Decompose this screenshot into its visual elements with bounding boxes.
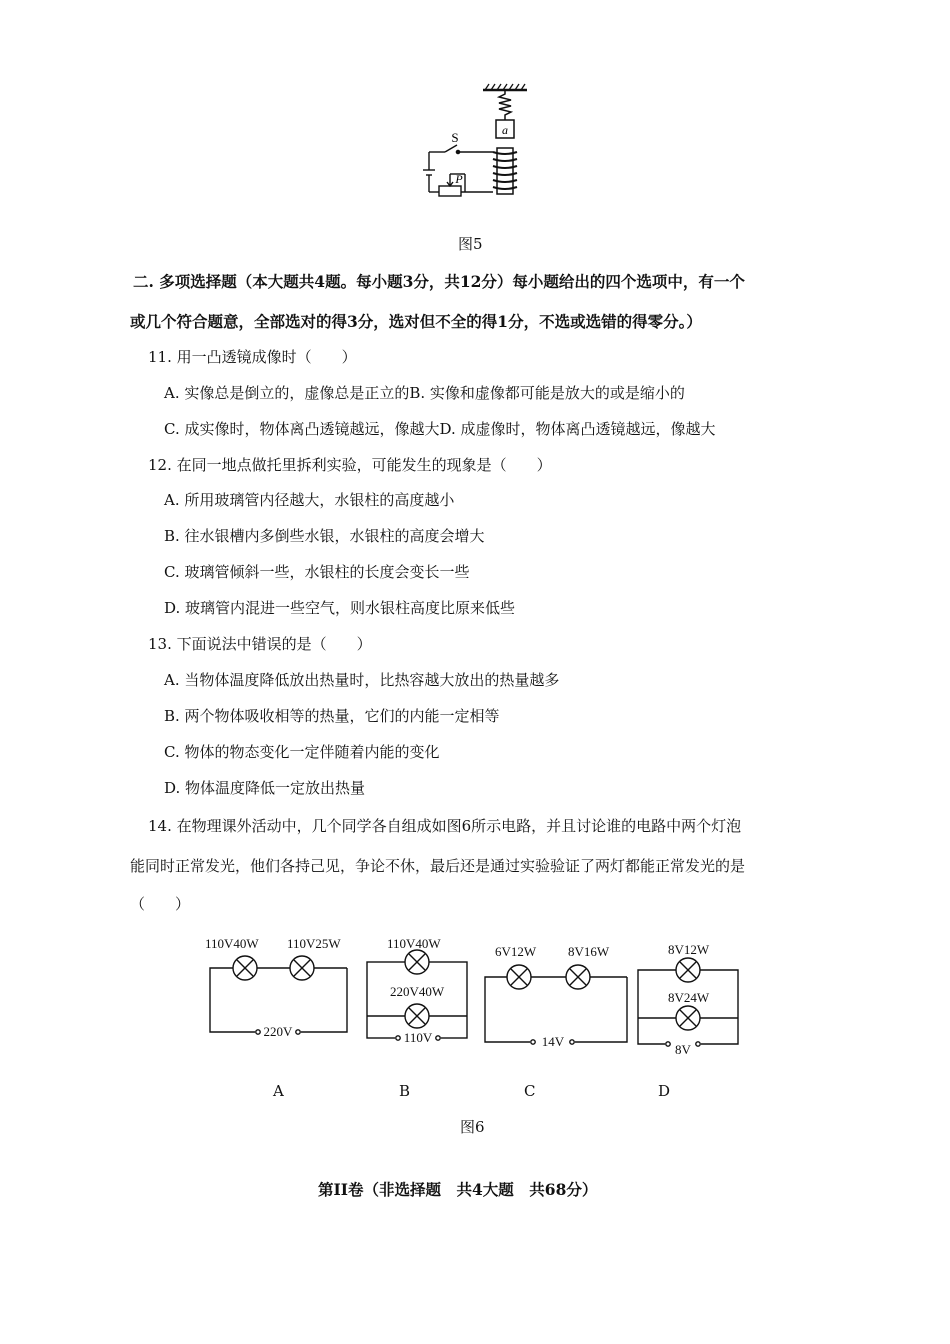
question-13-option-b: B. 两个物体吸收相等的热量，它们的内能一定相等 <box>164 707 500 725</box>
circuit-d-lamp-2-label: 8V24W <box>668 990 710 1005</box>
question-14-stem-line-2: 能同时正常发光，他们各持己见，争论不休，最后还是通过实验验证了两灯都能正常发光的是 <box>130 857 746 875</box>
figure-5-diagram <box>415 82 535 202</box>
circuit-c-letter: C <box>524 1082 536 1100</box>
circuit-a-lamp-2-label: 110V25W <box>287 936 341 951</box>
question-11-option-ab: A. 实像总是倒立的，虚像总是正立的B. 实像和虚像都可能是放大的或是缩小的 <box>164 384 685 402</box>
circuit-c-lamp-2-label: 8V16W <box>568 944 610 959</box>
circuit-a-letter: A <box>273 1082 284 1100</box>
figure-6-circuits <box>195 930 755 1055</box>
block-a-label: a <box>502 123 508 137</box>
question-11-stem: 11. 用一凸透镜成像时（ ） <box>148 348 357 366</box>
circuit-b-supply-label: 110V <box>403 1030 433 1045</box>
circuit-d-supply-label: 8V <box>675 1042 691 1055</box>
part-2-title: 第II卷（非选择题 共4大题 共68分） <box>318 1180 598 1199</box>
question-13-option-a: A. 当物体温度降低放出热量时，比热容越大放出的热量越多 <box>164 671 560 689</box>
section-2-heading-line-2: 或几个符合题意，全部选对的得3分，选对但不全的得1分，不选或选错的得零分。） <box>130 312 702 331</box>
question-12-stem: 12. 在同一地点做托里拆利实验，可能发生的现象是（ ） <box>148 456 552 474</box>
section-2-heading-line-1: 二. 多项选择题（本大题共4题。每小题3分，共12分）每小题给出的四个选项中，有一个 <box>133 272 745 291</box>
switch-s-label: S <box>451 130 459 145</box>
figure-5-caption: 图5 <box>458 235 483 253</box>
rheostat-p-label: P <box>455 172 463 186</box>
circuit-a <box>210 956 347 1034</box>
circuit-d-letter: D <box>658 1082 671 1100</box>
question-11-option-cd: C. 成实像时，物体离凸透镜越远，像越大D. 成虚像时，物体离凸透镜越远，像越大 <box>164 420 716 438</box>
figure-6-caption: 图6 <box>460 1118 485 1136</box>
circuit-d-lamp-1-label: 8V12W <box>668 942 710 957</box>
circuit-b-letter: B <box>399 1082 411 1100</box>
question-13-stem: 13. 下面说法中错误的是（ ） <box>148 635 372 653</box>
circuit-c <box>485 965 627 1044</box>
question-12-option-d: D. 玻璃管内混进一些空气，则水银柱高度比原来低些 <box>164 599 516 617</box>
question-12-option-b: B. 往水银槽内多倒些水银，水银柱的高度会增大 <box>164 527 485 545</box>
circuit-a-supply-label: 220V <box>263 1024 293 1039</box>
question-12-option-c: C. 玻璃管倾斜一些，水银柱的长度会变长一些 <box>164 563 470 581</box>
question-12-option-a: A. 所用玻璃管内径越大，水银柱的高度越小 <box>164 491 455 509</box>
circuit-b-lamp-1-label: 110V40W <box>387 936 441 951</box>
circuit-c-lamp-1-label: 6V12W <box>495 944 537 959</box>
circuit-b-lamp-2-label: 220V40W <box>390 984 445 999</box>
question-13-option-d: D. 物体温度降低一定放出热量 <box>164 779 366 797</box>
question-13-option-c: C. 物体的物态变化一定伴随着内能的变化 <box>164 743 440 761</box>
question-14-stem-line-3: （ ） <box>130 895 191 913</box>
circuit-a-lamp-1-label: 110V40W <box>205 936 259 951</box>
question-14-stem-line-1: 14. 在物理课外活动中，几个同学各自组成如图6所示电路，并且讨论谁的电路中两个灯泡 <box>148 817 742 835</box>
circuit-c-supply-label: 14V <box>541 1034 565 1049</box>
